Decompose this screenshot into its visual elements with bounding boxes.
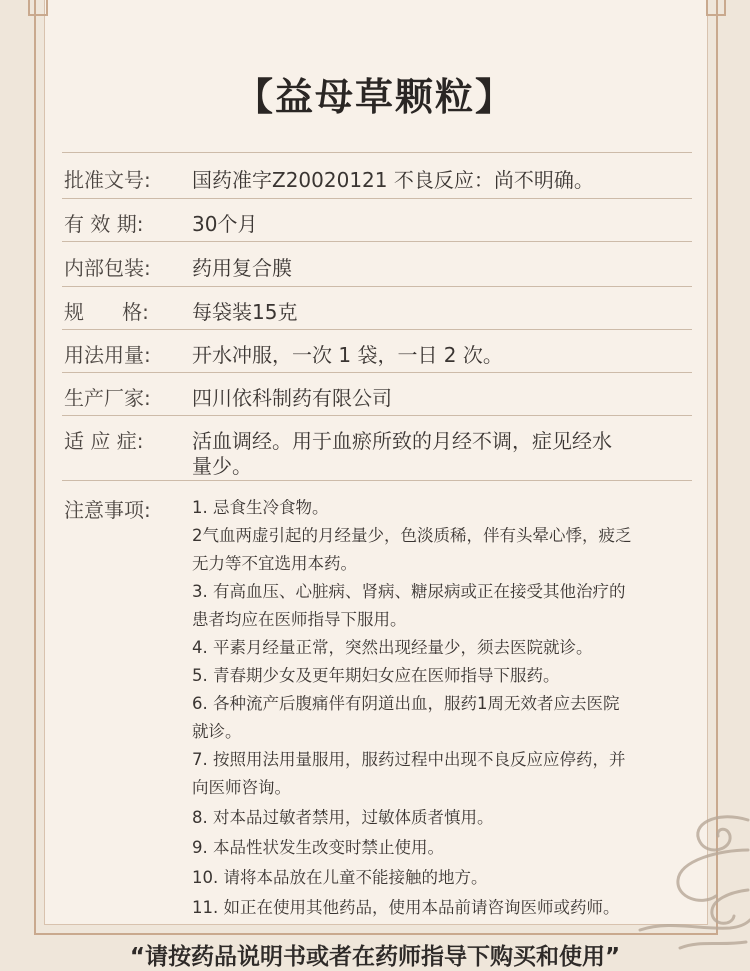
precaution-line: 3. 有高血压、心脏病、肾病、糖尿病或正在接受其他治疗的 — [192, 582, 626, 601]
precaution-line: 患者均应在医师指导下服用。 — [192, 610, 407, 629]
precaution-line: 2气血两虚引起的月经量少，色淡质稀，伴有头晕心悸，疲乏 — [192, 526, 632, 545]
manufacturer-label: 生产厂家: — [64, 386, 151, 410]
specification-value: 每袋装15克 — [192, 300, 298, 324]
row-divider — [62, 329, 692, 330]
product-title: 【益母草颗粒】 — [234, 75, 515, 119]
precaution-line: 1. 忌食生冷食物。 — [192, 498, 329, 517]
precaution-line: 5. 青春期少女及更年期妇女应在医师指导下服药。 — [192, 666, 560, 685]
indication-value-line1: 活血调经。用于血瘀所致的月经不调，症见经水 — [192, 429, 612, 453]
dosage-label: 用法用量: — [64, 343, 151, 367]
precaution-line: 9. 本品性状发生改变时禁止使用。 — [192, 838, 444, 857]
validity-value: 30个月 — [192, 212, 258, 236]
purchase-advice: “请按药品说明书或者在药师指导下购买和使用” — [129, 944, 621, 970]
frame-corner-right — [706, 0, 726, 16]
precaution-line: 6. 各种流产后腹痛伴有阴道出血，服药1周无效者应去医院 — [192, 694, 620, 713]
precautions-label: 注意事项: — [64, 498, 151, 522]
manufacturer-value: 四川依科制药有限公司 — [192, 386, 392, 410]
precaution-line: 4. 平素月经量正常，突然出现经量少，须去医院就诊。 — [192, 638, 593, 657]
approval-number-value: 国药准字Z20020121 不良反应：尚不明确。 — [192, 168, 594, 192]
precaution-line: 向医师咨询。 — [192, 778, 291, 797]
frame-corner-left — [28, 0, 48, 16]
packaging-label: 内部包装: — [64, 256, 151, 280]
precaution-line: 10. 请将本品放在儿童不能接触的地方。 — [192, 868, 488, 887]
precaution-line: 11. 如正在使用其他药品，使用本品前请咨询医师或药师。 — [192, 898, 620, 917]
row-divider — [62, 241, 692, 242]
indication-value-line2: 量少。 — [192, 454, 252, 478]
precaution-line: 就诊。 — [192, 722, 242, 741]
approval-number-label: 批准文号: — [64, 168, 151, 192]
row-divider — [62, 372, 692, 373]
precaution-line: 无力等不宜选用本药。 — [192, 554, 357, 573]
row-divider — [62, 286, 692, 287]
document-card — [44, 0, 708, 925]
validity-label: 有 效 期: — [64, 212, 144, 236]
row-divider — [62, 152, 692, 153]
indication-label: 适 应 症: — [64, 429, 144, 453]
precaution-line: 8. 对本品过敏者禁用，过敏体质者慎用。 — [192, 808, 494, 827]
row-divider — [62, 198, 692, 199]
specification-label: 规 格: — [64, 300, 149, 324]
precaution-line: 7. 按照用法用量服用，服药过程中出现不良反应应停药，并 — [192, 750, 626, 769]
packaging-value: 药用复合膜 — [192, 256, 292, 280]
row-divider — [62, 480, 692, 481]
row-divider — [62, 415, 692, 416]
dosage-value: 开水冲服，一次 1 袋，一日 2 次。 — [192, 343, 503, 367]
